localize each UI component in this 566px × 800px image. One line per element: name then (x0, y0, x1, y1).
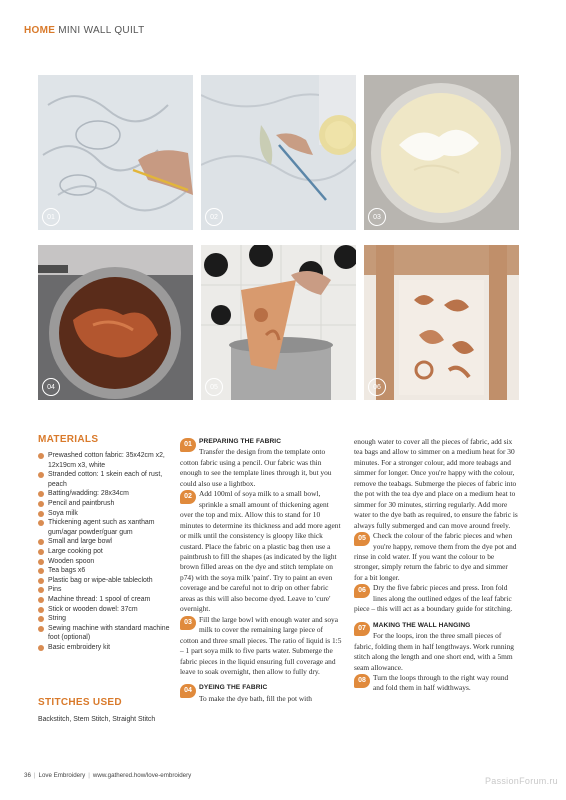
step-text: Transfer the design from the template onto cotton fabric using a pencil. Our fabric was thin enough to see the template lines through it, but you could also use a lightbox. (180, 447, 332, 488)
materials-list (38, 451, 170, 652)
photo-01-image (38, 75, 193, 230)
step-06 (354, 583, 518, 614)
instructions-column-2 (354, 437, 518, 694)
step-text: Check the colour of the fabric pieces and when you're happy, remove them from the dye pot and rinse in cold water. If you want the colour to be stronger, simply return the fabric to dye and simmer for a bit longer. (354, 531, 517, 582)
step-text: Add 100ml of soya milk to a small bowl, sprinkle a small amount of thickening agent over the top and mix. Allow this to stand for 10 minutes to determine its thickness and add more agent or milk until the consistency is gloopy like thick custard. Place the fabric on a plastic bag then use a paintbrush to fill the shapes (as indicated by the light brown filled areas on the dye and stitch template on p74) with the soya milk 'paint'. Try to paint an even coverage and be careful not to drip on other fabric areas as this will also become dyed. Leave to 'cure' overnight. (180, 489, 341, 614)
material-item: Batting/wadding: 28x34cm (38, 489, 170, 499)
footer-url[interactable]: www.gathered.how/love-embroidery (92, 772, 192, 779)
step-04 (180, 683, 342, 704)
material-item: Large cooking pot (38, 547, 170, 557)
step-text: Fill the large bowl with enough water and soya milk to cover the remaining large piece of cotton and three small pieces. The ratio of liquid is 1:5 – 1 part soya milk to five parts water. Submerge the fabric pieces in the liquid ensuring full coverage and leave to soak overnight, then allow to fully dry. (180, 614, 342, 676)
step-08 (354, 673, 518, 694)
step-number: 04 (180, 684, 196, 698)
step-text: Dry the five fabric pieces and press. Iron fold lines along the outlined edges of the leaf fabric piece – this will act as a boundary guide for stitching. (354, 583, 513, 614)
instructions-column-1 (180, 437, 342, 704)
material-item: Machine thread: 1 spool of cream (38, 595, 170, 605)
photo-05-image (201, 245, 356, 400)
step-heading: DYEING THE FABRIC (199, 684, 268, 692)
step-text: enough water to cover all the pieces of fabric, add six tea bags and allow to simmer on a medium heat for 30 minutes. For a stronger colour, add more teabags and simmer for longer. Once you're happy with the colour, remove the teabags. Submerge the pieces of fabric into the pot with the tea dye and place on a medium heat to simmer for 30 minutes, stirring regularly. Add more water to the dye bath as required, to ensure the fabric is always fully submerged and can move around freely. (354, 437, 518, 530)
photo-03-label: 03 (368, 208, 386, 226)
material-item: Stick or wooden dowel: 37cm (38, 605, 170, 615)
material-item: Pins (38, 585, 170, 595)
materials-title: MATERIALS (38, 434, 99, 445)
stitches-title: STITCHES USED (38, 697, 122, 708)
watermark-text: PassionForum.ru (484, 776, 558, 786)
material-item: Pencil and paintbrush (38, 499, 170, 509)
photo-step-01 (38, 75, 193, 230)
step-number: 08 (354, 674, 370, 688)
photo-04-image (38, 245, 193, 400)
photo-05-label: 05 (205, 378, 223, 396)
material-item: Soya milk (38, 509, 170, 519)
stitches-text: Backstitch, Stem Stitch, Straight Stitch (38, 716, 156, 723)
step-02 (180, 489, 342, 614)
material-item: Thickening agent such as xantham gum/agar powder/guar gum (38, 518, 170, 537)
photo-step-03 (364, 75, 519, 230)
magazine-name: Love Embroidery (38, 772, 86, 779)
step-01 (180, 437, 342, 489)
header-home: HOME (24, 25, 56, 36)
photo-step-06 (364, 245, 519, 400)
material-item: Small and large bowl (38, 537, 170, 547)
step-heading: MAKING THE WALL HANGING (373, 621, 471, 629)
step-03 (180, 615, 342, 678)
step-number: 01 (180, 438, 196, 452)
step-number: 05 (354, 532, 370, 546)
photo-06-image (364, 245, 519, 400)
material-item: String (38, 614, 170, 624)
step-number: 07 (354, 622, 370, 636)
material-item: Sewing machine with standard machine foot (optional) (38, 624, 170, 643)
step-number: 03 (180, 616, 196, 630)
photo-02-label: 02 (205, 208, 223, 226)
material-item: Tea bags x6 (38, 566, 170, 576)
photo-step-04 (38, 245, 193, 400)
page-number: 36 (24, 772, 31, 779)
step-number: 02 (180, 490, 196, 504)
step-text: To make the dye bath, fill the pot with (199, 693, 312, 703)
step-04-continued (354, 437, 518, 531)
photo-02-image (201, 75, 356, 230)
step-number: 06 (354, 584, 370, 598)
running-header (24, 25, 145, 36)
step-heading: PREPARING THE FABRIC (199, 438, 282, 445)
photo-step-05 (201, 245, 356, 400)
photo-04-label: 04 (42, 378, 60, 396)
photo-step-02 (201, 75, 356, 230)
step-07 (354, 621, 518, 673)
material-item: Prewashed cotton fabric: 35x42cm x2, 12x19cm x3, white (38, 451, 170, 470)
stitches-section (38, 697, 170, 723)
material-item: Basic embroidery kit (38, 643, 170, 653)
photo-01-label: 01 (42, 208, 60, 226)
step-05 (354, 531, 518, 583)
header-section: MINI WALL QUILT (58, 25, 145, 36)
materials-section (38, 434, 170, 652)
material-item: Stranded cotton: 1 skein each of rust, peach (38, 470, 170, 489)
step-text: For the loops, iron the three small pieces of fabric, folding them in half lengthways. Work running stitch along the length and one short end, with a 5mm seam allowance. (354, 631, 514, 672)
step-text: Turn the loops through to the right way round and fold them in half widthways. (373, 672, 509, 693)
photo-03-image (364, 75, 519, 230)
page-footer: 36 | Love Embroidery | www.gathered.how/love-embroidery (24, 772, 192, 779)
photo-06-label: 06 (368, 378, 386, 396)
material-item: Plastic bag or wipe-able tablecloth (38, 576, 170, 586)
material-item: Wooden spoon (38, 557, 170, 567)
